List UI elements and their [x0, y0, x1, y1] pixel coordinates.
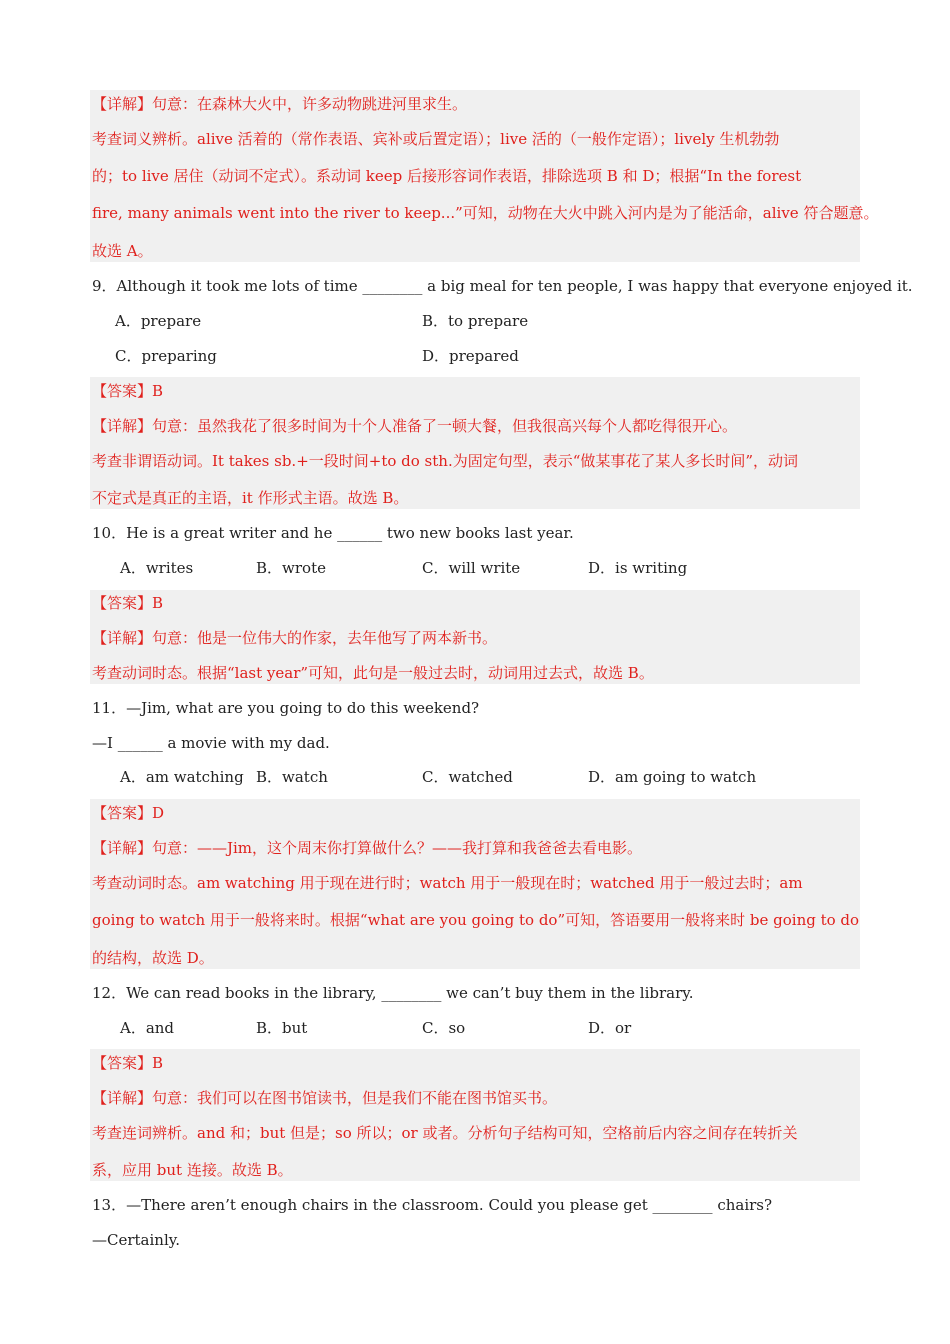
q9-option-c: C．preparing	[115, 347, 217, 365]
q12-answer: 【答案】B	[92, 1054, 164, 1072]
q12-option-a: A．and	[120, 1019, 175, 1037]
q9-option-d: D．prepared	[422, 347, 519, 365]
q9-analysis-line-2: 不定式是真正的主语，it 作形式主语。故选 B。	[92, 489, 409, 507]
q10-stem: 10．He is a great writer and he ______ two new books last year.	[92, 524, 574, 542]
q9-explain: 【详解】句意：虽然我花了很多时间为十个人准备了一顿大餐，但我很高兴每个人都吃得很开心。	[92, 417, 738, 435]
q8-analysis-line-1: 考查词义辨析。alive 活着的（常作表语、宾补或后置定语）；live 活的（一般作定语）；lively 生机勃勃	[92, 130, 780, 148]
q11-option-b: B．watch	[256, 768, 328, 786]
q11-option-a: A．am watching	[120, 768, 244, 786]
q10-option-c: C．will write	[422, 559, 521, 577]
q8-analysis-line-3: fire, many animals went into the river to keep...”可知，动物在大火中跳入河内是为了能活命，alive 符合题意。	[92, 204, 879, 222]
q8-analysis-line-2: 的；to live 居住（动词不定式）。系动词 keep 后接形容词作表语，排除选项 B 和 D；根据“In the forest	[92, 167, 802, 185]
q11-option-d: D．am going to watch	[588, 768, 757, 786]
q9-analysis-line-1: 考查非谓语动词。It takes sb.+一段时间+to do sth.为固定句型，表示“做某事花了某人多长时间”，动词	[92, 452, 799, 470]
q11-option-c: C．watched	[422, 768, 513, 786]
q11-explain: 【详解】句意：——Jim，这个周末你打算做什么？——我打算和我爸爸去看电影。	[92, 839, 643, 857]
q10-option-b: B．wrote	[256, 559, 326, 577]
q10-analysis-line-1: 考查动词时态。根据“last year”可知，此句是一般过去时，动词用过去式，故选 B。	[92, 664, 654, 682]
q11-analysis-line-3: 的结构，故选 D。	[92, 949, 214, 967]
q13-stem-response: —Certainly.	[92, 1231, 181, 1249]
q11-answer: 【答案】D	[92, 804, 165, 822]
q12-option-d: D．or	[588, 1019, 632, 1037]
q10-explain: 【详解】句意：他是一位伟大的作家，去年他写了两本新书。	[92, 629, 498, 647]
q11-stem-response: —I ______ a movie with my dad.	[92, 734, 330, 752]
q12-analysis-line-1: 考查连词辨析。and 和；but 但是；so 所以；or 或者。分析句子结构可知，空格前后内容之间存在转折关	[92, 1124, 798, 1142]
q12-explain: 【详解】句意：我们可以在图书馆读书，但是我们不能在图书馆买书。	[92, 1089, 558, 1107]
q10-option-d: D．is writing	[588, 559, 688, 577]
q8-analysis-line-4: 故选 A。	[92, 242, 153, 260]
q11-analysis-line-2: going to watch 用于一般将来时。根据“what are you going to do”可知，答语要用一般将来时 be going to do	[92, 911, 860, 929]
q8-explain: 【详解】句意：在森林大火中，许多动物跳进河里求生。	[92, 95, 468, 113]
q10-answer: 【答案】B	[92, 594, 164, 612]
q12-stem: 12．We can read books in the library, ________ we can’t buy them in the library.	[92, 984, 694, 1002]
q12-analysis-line-2: 系，应用 but 连接。故选 B。	[92, 1161, 293, 1179]
q9-option-b: B．to prepare	[422, 312, 529, 330]
q11-stem: 11．—Jim, what are you going to do this weekend?	[92, 699, 480, 717]
q10-option-a: A．writes	[120, 559, 194, 577]
q12-option-b: B．but	[256, 1019, 308, 1037]
q13-stem: 13．—There aren’t enough chairs in the classroom. Could you please get ________ chairs?	[92, 1196, 773, 1214]
q9-option-a: A．prepare	[115, 312, 202, 330]
q9-answer: 【答案】B	[92, 382, 164, 400]
q9-stem: 9．Although it took me lots of time ________ a big meal for ten people, I was happy that everyone enjoyed it.	[92, 277, 913, 295]
q11-analysis-line-1: 考查动词时态。am watching 用于现在进行时；watch 用于一般现在时；watched 用于一般过去时；am	[92, 874, 803, 892]
q12-option-c: C．so	[422, 1019, 466, 1037]
